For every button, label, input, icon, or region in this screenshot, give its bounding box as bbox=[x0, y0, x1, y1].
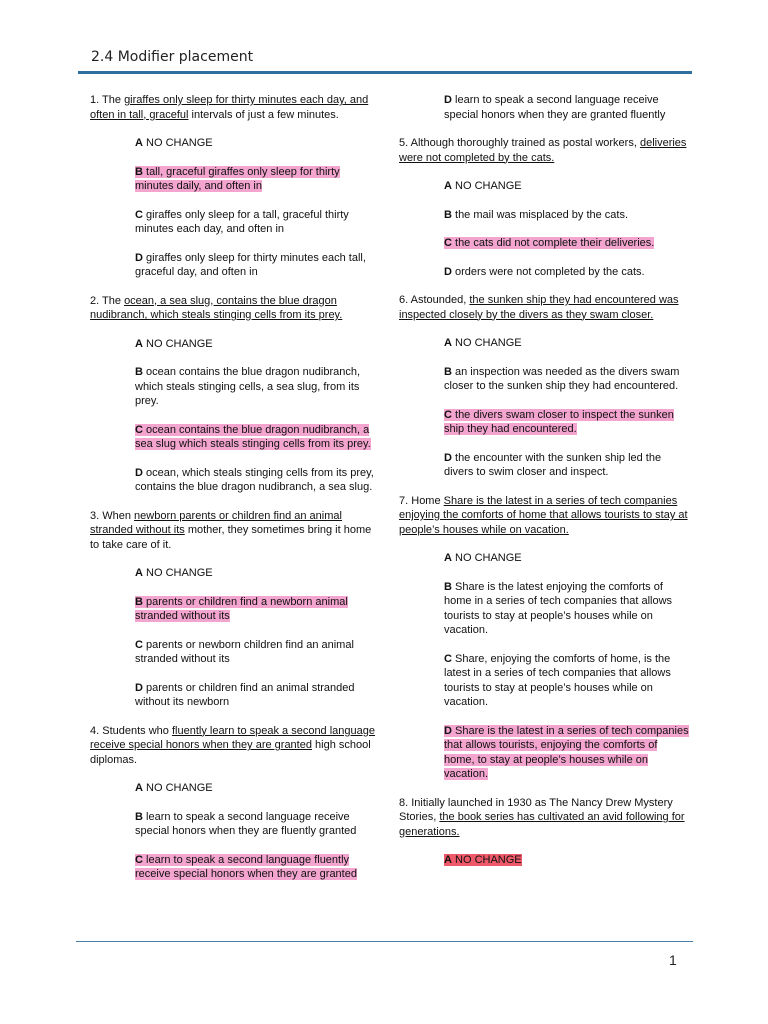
option-a: A NO CHANGE bbox=[135, 567, 213, 579]
option-c: C the cats did not complete their deliveries. bbox=[444, 237, 655, 249]
page-number: 1 bbox=[669, 952, 677, 968]
option-d: D ocean, which steals stinging cells from its prey, contains the blue dragon nudibranch, a sea slug. bbox=[135, 466, 374, 493]
option-c: C ocean contains the blue dragon nudibranch, a sea slug which steals stinging cells from its prey. bbox=[135, 423, 371, 450]
option-d: D the encounter with the sunken ship led the divers to swim closer and inspect. bbox=[444, 451, 662, 478]
underlined-portion: ocean, a sea slug, contains the blue dragon nudibranch, which steals stinging cells from its prey. bbox=[90, 294, 343, 321]
question-stem: 2. The ocean, a sea slug, contains the blue dragon nudibranch, which steals stinging cells from its prey. bbox=[90, 294, 343, 321]
underlined-portion: the book series has cultivated an avid following for generations. bbox=[399, 811, 685, 838]
question-5 bbox=[399, 136, 689, 279]
question-stem: 7. Home Share is the latest in a series of tech companies enjoying the comforts of home that allows tourists to stay at people’s houses while on vacation. bbox=[399, 494, 688, 536]
option-c: C giraffes only sleep for a tall, graceful thirty minutes each day, and often in bbox=[135, 208, 349, 235]
option-b: B tall, graceful giraffes only sleep for thirty minutes daily, and often in bbox=[135, 165, 340, 192]
question-stem: 1. The giraffes only sleep for thirty minutes each day, and often in tall, graceful intervals of just a few minutes. bbox=[90, 94, 369, 121]
option-b: B ocean contains the blue dragon nudibranch, which steals stinging cells, a sea slug, from its prey. bbox=[135, 366, 361, 407]
option-b: B an inspection was needed as the divers swam closer to the sunken ship they had encountered. bbox=[444, 365, 680, 392]
option-c: C the divers swam closer to inspect the sunken ship they had encountered. bbox=[444, 408, 674, 435]
left-column bbox=[90, 93, 375, 896]
question-stem: 3. When newborn parents or children find an animal stranded without its mother, they sometimes bring it home to take care of it. bbox=[90, 509, 372, 551]
option-a: A NO CHANGE bbox=[444, 337, 522, 349]
option-d: D learn to speak a second language receive special honors when they are granted fluently bbox=[444, 94, 666, 121]
option-d: D giraffes only sleep for thirty minutes each tall, graceful day, and often in bbox=[135, 251, 366, 278]
option-a: A NO CHANGE bbox=[135, 137, 213, 149]
option-a: A NO CHANGE bbox=[444, 180, 522, 192]
underlined-portion: giraffes only sleep for thirty minutes each day, and often in tall, graceful bbox=[90, 94, 369, 121]
question-2 bbox=[90, 294, 375, 495]
question-stem: 8. Initially launched in 1930 as The Nancy Drew Mystery Stories, the book series has cultivated an avid following for generations. bbox=[399, 796, 685, 838]
option-b: B the mail was misplaced by the cats. bbox=[444, 208, 629, 221]
right-column bbox=[399, 93, 689, 882]
page-title: 2.4 Modifier placement bbox=[91, 49, 254, 65]
question-6 bbox=[399, 293, 689, 480]
question-1 bbox=[90, 93, 375, 280]
underlined-portion: fluently learn to speak a second language receive special honors when they are granted bbox=[90, 724, 376, 751]
header-rule bbox=[78, 71, 692, 74]
footer-rule bbox=[76, 941, 693, 942]
option-d: D orders were not completed by the cats. bbox=[444, 265, 645, 278]
question-4 bbox=[90, 724, 375, 882]
option-a: A NO CHANGE bbox=[444, 854, 522, 866]
option-d: D parents or children find an animal stranded without its newborn bbox=[135, 681, 355, 708]
question-stem: 5. Although thoroughly trained as postal workers, deliveries were not completed by the cats. bbox=[399, 137, 687, 164]
option-a: A NO CHANGE bbox=[135, 782, 213, 794]
option-a: A NO CHANGE bbox=[135, 337, 213, 350]
underlined-portion: newborn parents or children find an animal stranded without its bbox=[90, 509, 342, 536]
option-b: B learn to speak a second language receive special honors when they are fluently granted bbox=[135, 810, 357, 837]
question-stem: 4. Students who fluently learn to speak a second language receive special honors when they are granted high school diplomas. bbox=[90, 724, 376, 766]
question-8 bbox=[399, 796, 689, 868]
option-c: C Share, enjoying the comforts of home, is the latest in a series of tech companies that allows tourists to stay at people’s houses while on vacation. bbox=[444, 652, 671, 708]
underlined-portion: the sunken ship they had encountered was inspected closely by the divers as they swam closer. bbox=[399, 294, 679, 321]
question-7 bbox=[399, 494, 689, 782]
underlined-portion: deliveries were not completed by the cats. bbox=[399, 137, 687, 164]
question-3 bbox=[90, 509, 375, 710]
option-c: C learn to speak a second language fluently receive special honors when they are granted bbox=[135, 853, 357, 880]
option-d: D Share is the latest in a series of tech companies that allows tourists, enjoying the comforts of home, to stay at people’s houses while on vacation. bbox=[444, 724, 689, 780]
option-b: B Share is the latest enjoying the comforts of home in a series of tech companies that allows tourists to stay at people’s houses while on vacation. bbox=[444, 580, 673, 636]
option-c: C parents or newborn children find an animal stranded without its bbox=[135, 638, 354, 665]
question-stem: 6. Astounded, the sunken ship they had encountered was inspected closely by the divers as they swam closer. bbox=[399, 294, 679, 321]
option-b: B parents or children find a newborn animal stranded without its bbox=[135, 595, 348, 622]
option-a: A NO CHANGE bbox=[444, 552, 522, 564]
underlined-portion: Share is the latest in a series of tech companies enjoying the comforts of home that allows tourists to stay at people’s houses while on vacation. bbox=[399, 494, 688, 536]
